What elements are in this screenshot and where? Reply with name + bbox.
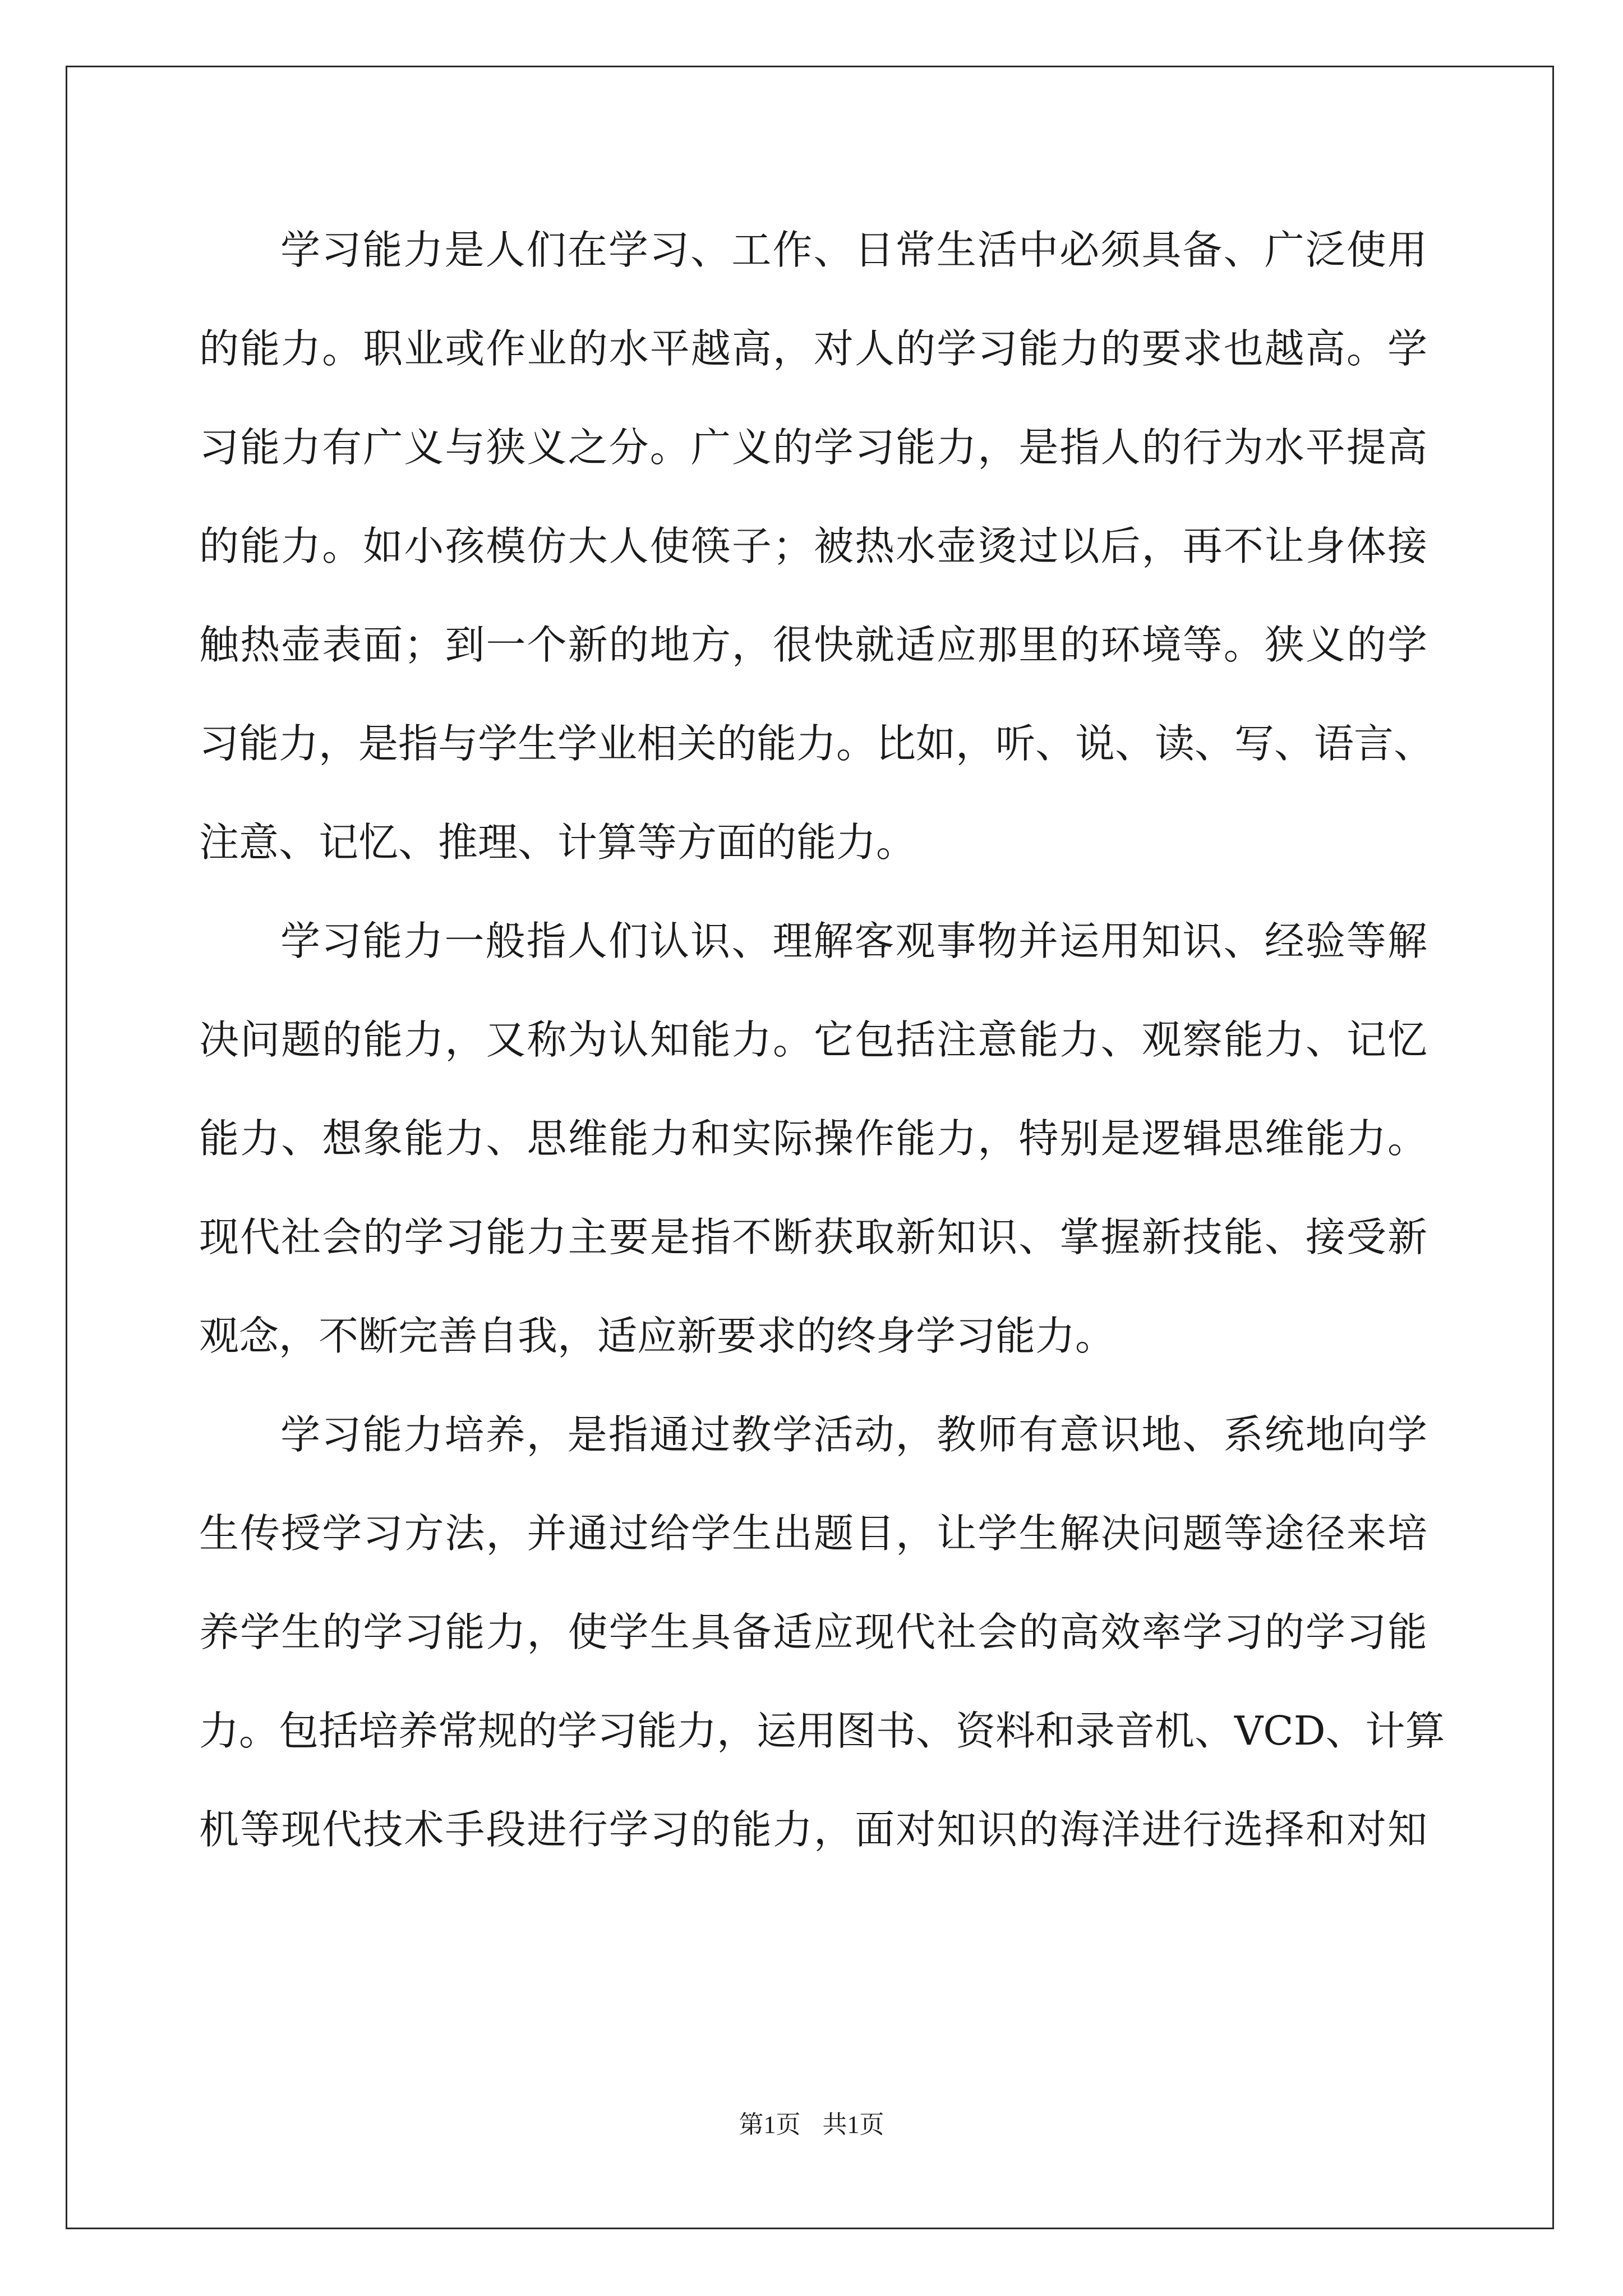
paragraph-3-line-2: 生传授学习方法，并通过给学生出题目，让学生解决问题等途径来培 [199,1510,1427,1557]
paragraph-1-line-4: 的能力。如小孩模仿大人使筷子；被热水壶烫过以后，再不让身体接 [199,523,1427,569]
paragraph-1-line-5: 触热壶表面；到一个新的地方，很快就适应那里的环境等。狭义的学 [199,622,1427,668]
paragraph-2-line-4: 现代社会的学习能力主要是指不断获取新知识、掌握新技能、接受新 [199,1214,1427,1260]
paragraph-2-line-3: 能力、想象能力、思维能力和实际操作能力，特别是逻辑思维能力。 [199,1115,1427,1162]
paragraph-1-line-1: 学习能力是人们在学习、工作、日常生活中必须具备、广泛使用 [280,227,1427,273]
page-footer [0,2109,1623,2141]
paragraph-3-line-1: 学习能力培养，是指通过教学活动，教师有意识地、系统地向学 [280,1411,1427,1458]
paragraph-2-line-5: 观念，不断完善自我，适应新要求的终身学习能力。 [199,1313,1115,1359]
page-number: 第1页 [739,2111,801,2138]
paragraph-1-line-3: 习能力有广义与狭义之分。广义的学习能力，是指人的行为水平提高 [199,424,1427,471]
paragraph-2-line-1: 学习能力一般指人们认识、理解客观事物并运用知识、经验等解 [280,918,1427,964]
paragraph-1-line-2: 的能力。职业或作业的水平越高，对人的学习能力的要求也越高。学 [199,325,1427,372]
paragraph-3-line-5: 机等现代技术手段进行学习的能力，面对知识的海洋进行选择和对知 [199,1806,1427,1853]
paragraph-3-line-4: 力。包括培养常规的学习能力，运用图书、资料和录音机、VCD、计算 [199,1708,1445,1754]
paragraph-2-line-2: 决问题的能力，又称为认知能力。它包括注意能力、观察能力、记忆 [199,1016,1427,1063]
page-total: 共1页 [822,2111,884,2138]
paragraph-1-line-6: 习能力，是指与学生学业相关的能力。比如，听、说、读、写、语言、 [199,720,1434,767]
paragraph-3-line-3: 养学生的学习能力，使学生具备适应现代社会的高效率学习的学习能 [199,1609,1427,1655]
paragraph-1-line-7: 注意、记忆、推理、计算等方面的能力。 [199,819,916,866]
